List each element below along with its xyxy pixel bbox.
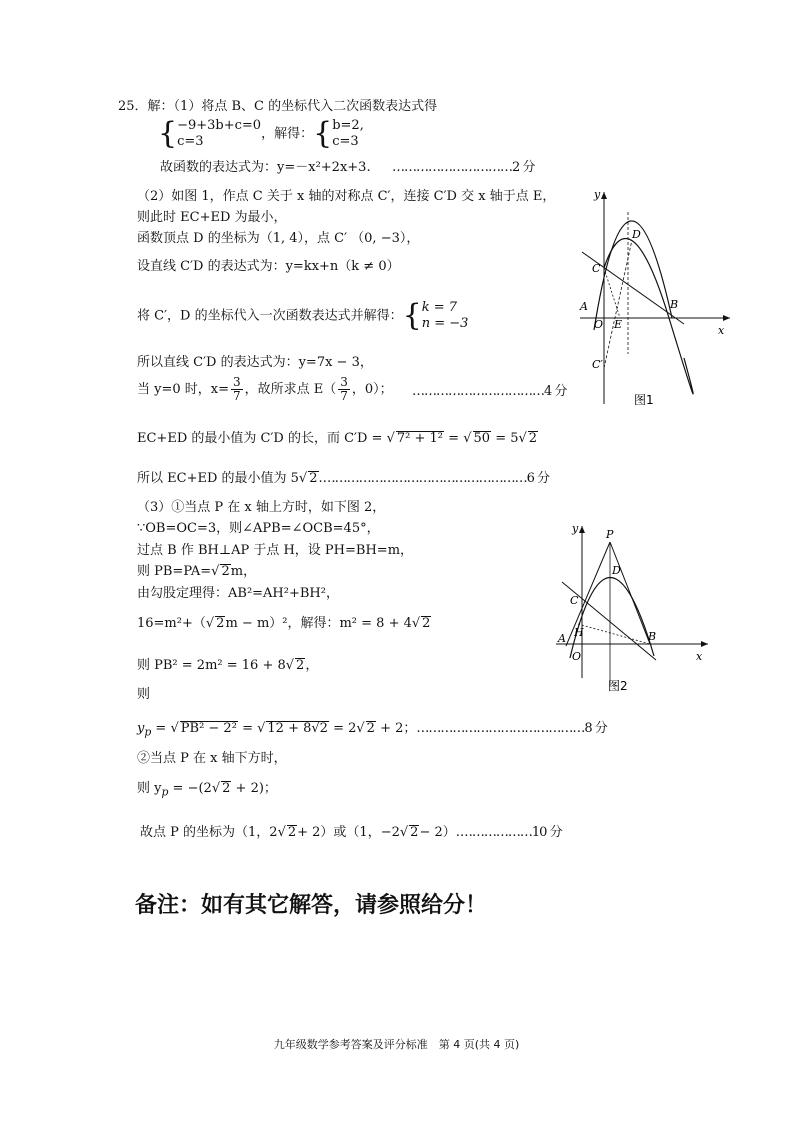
part3-line2: ∵OB=OC=3，则∠APB=∠OCB=45°， [137, 521, 380, 536]
part3-yp: $y_p$ = √ PB² − 2² = √ 12 + 8√2 = 2√ 2 + 2；……………………………………8 分 [137, 721, 607, 739]
fig2-label-y: y [572, 522, 579, 535]
fig2-x-arrow [701, 641, 708, 647]
min-value: 所以 EC+ED 的最小值为 5√ 2.……………………………………………6 分 [137, 471, 550, 486]
fig2-label-b: B [648, 630, 657, 643]
part2-line1: （2）如图 1，作点 C 关于 x 轴的对称点 C′，连接 C′D 交 x 轴于点 E， [137, 189, 556, 204]
fig1-label-y: y [594, 188, 601, 201]
fig2-label-c: C [570, 594, 579, 607]
fig1-parabola [604, 238, 693, 393]
function-expression: 故函数的表达式为：y=－x²+2x+3. [160, 160, 371, 175]
fig2-label-p: P [606, 528, 614, 541]
fig1-line-ce [604, 268, 620, 318]
part3-line9: ②当点 P 在 x 轴下方时， [137, 751, 287, 766]
part3-line6: 16=m²+（√ 2m − m）²，解得：m² = 8 + 4√ 2 [137, 616, 431, 631]
final-answer: 故点 P 的坐标为（1，2√ 2+ 2）或（1，−2√ 2− 2）.………………10 分 [140, 825, 562, 840]
fig2-label-o: O [572, 650, 582, 663]
part3-line5: 由勾股定理得：AB²=AH²+BH²， [137, 586, 339, 601]
score-2: …………………………2 分 [392, 160, 535, 175]
part1-intro: 25．解：（1）将点 B、C 的坐标代入二次函数表达式得 [118, 99, 438, 114]
fig2-caption: 图2 [608, 679, 628, 693]
min-length: EC+ED 的最小值为 C′D 的长，而 C′D = √ 7² + 1² = √ 50 = 5√ 2 [137, 431, 538, 446]
part2-line3: 函数顶点 D 的坐标为（1, 4），点 C′ （0, −3）， [137, 231, 420, 246]
part2-system: 将 C′，D 的坐标代入一次函数表达式并解得：{ k = 7 n = −3 [137, 298, 469, 333]
fig2-y-arrow [579, 526, 585, 533]
figure-1 [572, 182, 742, 412]
point-e: 当 y=0 时，x= $\frac{3}{7}$ ，故所求点 E（ $\frac{3}{7}$ ，0）； [137, 375, 393, 403]
page-footer: 九年级数学参考答案及评分标准 第 4 页(共 4 页) [273, 1038, 520, 1051]
fig1-label-a: A [580, 300, 588, 313]
remark: 备注：如有其它解答，请参照给分！ [135, 893, 488, 918]
part3-yp2: 则 $y_p = -(2√$ 2 + 2)； [137, 781, 277, 799]
part3-line4: 则 PB=PA=√ 2m， [137, 564, 257, 579]
part3-line8: 则 [137, 687, 151, 702]
score-4: ……………………………4 分 [412, 384, 567, 399]
part1-system: { −9+3b+c=0 c=3 ，解得：{ b=2, c=3 [158, 116, 364, 151]
fig2-label-h: H [574, 626, 584, 639]
part3-line7: 则 PB² = 2m² = 16 + 8√ 2， [137, 658, 319, 673]
fig1-label-c-prime: C′ [592, 358, 603, 371]
fig2-label-a: A [558, 632, 566, 645]
figure-2 [552, 518, 718, 698]
fig2-line-bh [578, 624, 650, 644]
line-expression: 所以直线 C′D 的表达式为：y=7x − 3， [137, 355, 373, 370]
fig1-label-o: O [594, 318, 604, 331]
fig1-label-e: E [614, 318, 623, 331]
fig1-label-x: x [718, 324, 725, 337]
part3-line1: （3）①当点 P 在 x 轴上方时，如下图 2， [137, 500, 386, 515]
score-6: ……………………………………………6 分 [322, 471, 550, 486]
score-10: ………………10 分 [459, 825, 562, 840]
fig1-label-d: D [632, 228, 641, 241]
part2-line2: 则此时 EC+ED 为最小， [137, 210, 287, 225]
fig1-label-b: B [670, 298, 679, 311]
fig2-parabola [570, 577, 657, 658]
fig2-line-pb [610, 542, 650, 644]
part3-line3: 过点 B 作 BH⊥AP 于点 H，设 PH=BH=m， [137, 543, 414, 558]
score-8: ……………………………………8 分 [416, 721, 607, 736]
part2-line4: 设直线 C′D 的表达式为：y=kx+n（k ≠ 0） [137, 259, 400, 274]
fig1-y-arrow [601, 192, 607, 199]
fig1-label-c: C [592, 262, 601, 275]
fig2-label-x: x [696, 650, 703, 663]
fig1-x-arrow [723, 315, 730, 321]
fig2-label-d: D [612, 564, 621, 577]
fig1-caption: 图1 [634, 393, 654, 407]
